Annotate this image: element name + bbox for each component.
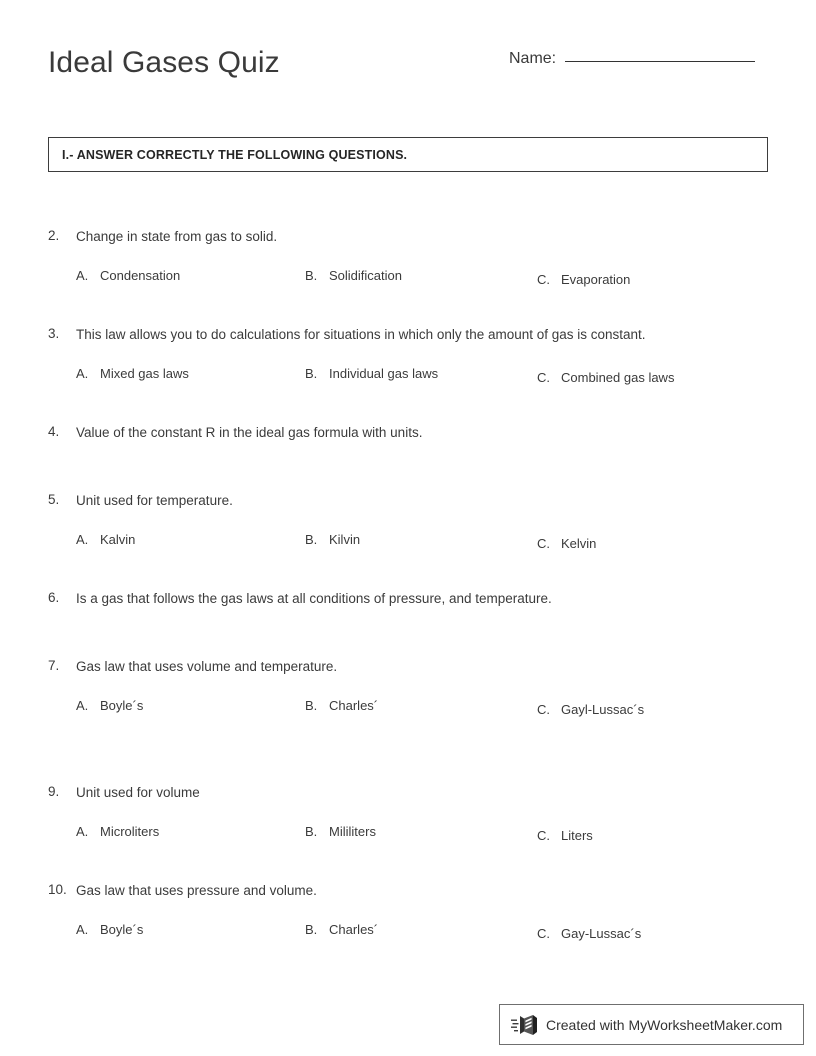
question-line: [48, 326, 768, 344]
instruction-box: [48, 137, 768, 172]
option-letter: C.: [537, 926, 550, 941]
answer-option[interactable]: [305, 268, 402, 283]
option-row: [0, 366, 816, 392]
option-label: Condensation: [100, 268, 181, 283]
instruction-text: I.- ANSWER CORRECTLY THE FOLLOWING QUESTIONS.: [62, 147, 408, 162]
question-text: Gas law that uses pressure and volume.: [76, 883, 317, 898]
option-label: Gayl-Lussac´s: [561, 702, 645, 717]
option-letter: A.: [76, 922, 89, 937]
worksheet-maker-logo-icon: [511, 1013, 541, 1037]
answer-option[interactable]: [76, 532, 135, 547]
answer-option[interactable]: [537, 272, 630, 287]
answer-option[interactable]: [537, 702, 644, 717]
option-label: Liters: [561, 828, 593, 843]
answer-option[interactable]: [76, 922, 143, 937]
option-label: Charles´: [329, 922, 379, 937]
answer-option[interactable]: [537, 370, 674, 385]
question-text: Change in state from gas to solid.: [76, 229, 278, 244]
name-label: Name:: [509, 50, 557, 67]
question-number: 7.: [48, 658, 60, 673]
option-row: [0, 532, 816, 558]
option-label: Individual gas laws: [329, 366, 439, 381]
question-number: 5.: [48, 492, 60, 507]
option-letter: A.: [76, 698, 89, 713]
option-row: [0, 268, 816, 294]
answer-option[interactable]: [537, 926, 641, 941]
question-number: 4.: [48, 424, 60, 439]
answer-option[interactable]: [76, 824, 159, 839]
option-label: Mixed gas laws: [100, 366, 189, 381]
option-label: Kilvin: [329, 532, 361, 547]
question-text: Unit used for temperature.: [76, 493, 233, 508]
question-text: Is a gas that follows the gas laws at all conditions of pressure, and temperature.: [76, 591, 552, 606]
question-text: Unit used for volume: [76, 785, 200, 800]
option-label: Mililiters: [329, 824, 376, 839]
option-letter: B.: [305, 532, 318, 547]
option-letter: C.: [537, 536, 550, 551]
option-letter: B.: [305, 366, 318, 381]
option-label: Combined gas laws: [561, 370, 675, 385]
option-letter: C.: [537, 370, 550, 385]
answer-option[interactable]: [305, 698, 378, 713]
question-line: [48, 590, 768, 608]
option-row: [0, 698, 816, 724]
page-header: [0, 0, 816, 120]
answer-option[interactable]: [537, 536, 596, 551]
option-label: Boyle´s: [100, 698, 144, 713]
footer-badge[interactable]: [499, 1004, 804, 1045]
question-line: [48, 882, 768, 900]
question-line: [48, 492, 768, 510]
question-number: 9.: [48, 784, 60, 799]
option-row: [0, 824, 816, 850]
option-label: Kelvin: [561, 536, 597, 551]
question-line: [48, 784, 768, 802]
option-letter: C.: [537, 272, 550, 287]
option-label: Microliters: [100, 824, 160, 839]
answer-option[interactable]: [305, 532, 360, 547]
answer-option[interactable]: [76, 268, 180, 283]
footer-badge-text: Created with MyWorksheetMaker.com: [546, 1016, 783, 1033]
option-letter: A.: [76, 824, 89, 839]
page-title: Ideal Gases Quiz: [48, 46, 280, 79]
option-label: Boyle´s: [100, 922, 144, 937]
option-label: Solidification: [329, 268, 402, 283]
option-letter: C.: [537, 828, 550, 843]
name-field-group: [509, 50, 755, 68]
option-letter: A.: [76, 268, 89, 283]
question-line: [48, 228, 768, 246]
question-text: Value of the constant R in the ideal gas formula with units.: [76, 425, 423, 440]
question-line: [48, 658, 768, 676]
option-letter: B.: [305, 268, 318, 283]
question-number: 2.: [48, 228, 60, 243]
question-line: [48, 424, 768, 442]
answer-option[interactable]: [305, 922, 378, 937]
option-letter: B.: [305, 698, 318, 713]
question-number: 6.: [48, 590, 60, 605]
option-label: Evaporation: [561, 272, 631, 287]
answer-option[interactable]: [537, 828, 593, 843]
option-label: Charles´: [329, 698, 379, 713]
answer-option[interactable]: [76, 366, 189, 381]
option-label: Gay-Lussac´s: [561, 926, 642, 941]
option-letter: B.: [305, 922, 318, 937]
question-number: 10.: [48, 882, 67, 897]
question-text: This law allows you to do calculations for situations in which only the amount of gas is constant.: [76, 327, 646, 342]
option-label: Kalvin: [100, 532, 136, 547]
answer-option[interactable]: [305, 366, 438, 381]
option-row: [0, 922, 816, 948]
option-letter: C.: [537, 702, 550, 717]
name-input-line[interactable]: [565, 61, 755, 62]
answer-option[interactable]: [76, 698, 143, 713]
option-letter: A.: [76, 532, 89, 547]
answer-option[interactable]: [305, 824, 376, 839]
option-letter: B.: [305, 824, 318, 839]
question-text: Gas law that uses volume and temperature.: [76, 659, 338, 674]
option-letter: A.: [76, 366, 89, 381]
question-number: 3.: [48, 326, 60, 341]
